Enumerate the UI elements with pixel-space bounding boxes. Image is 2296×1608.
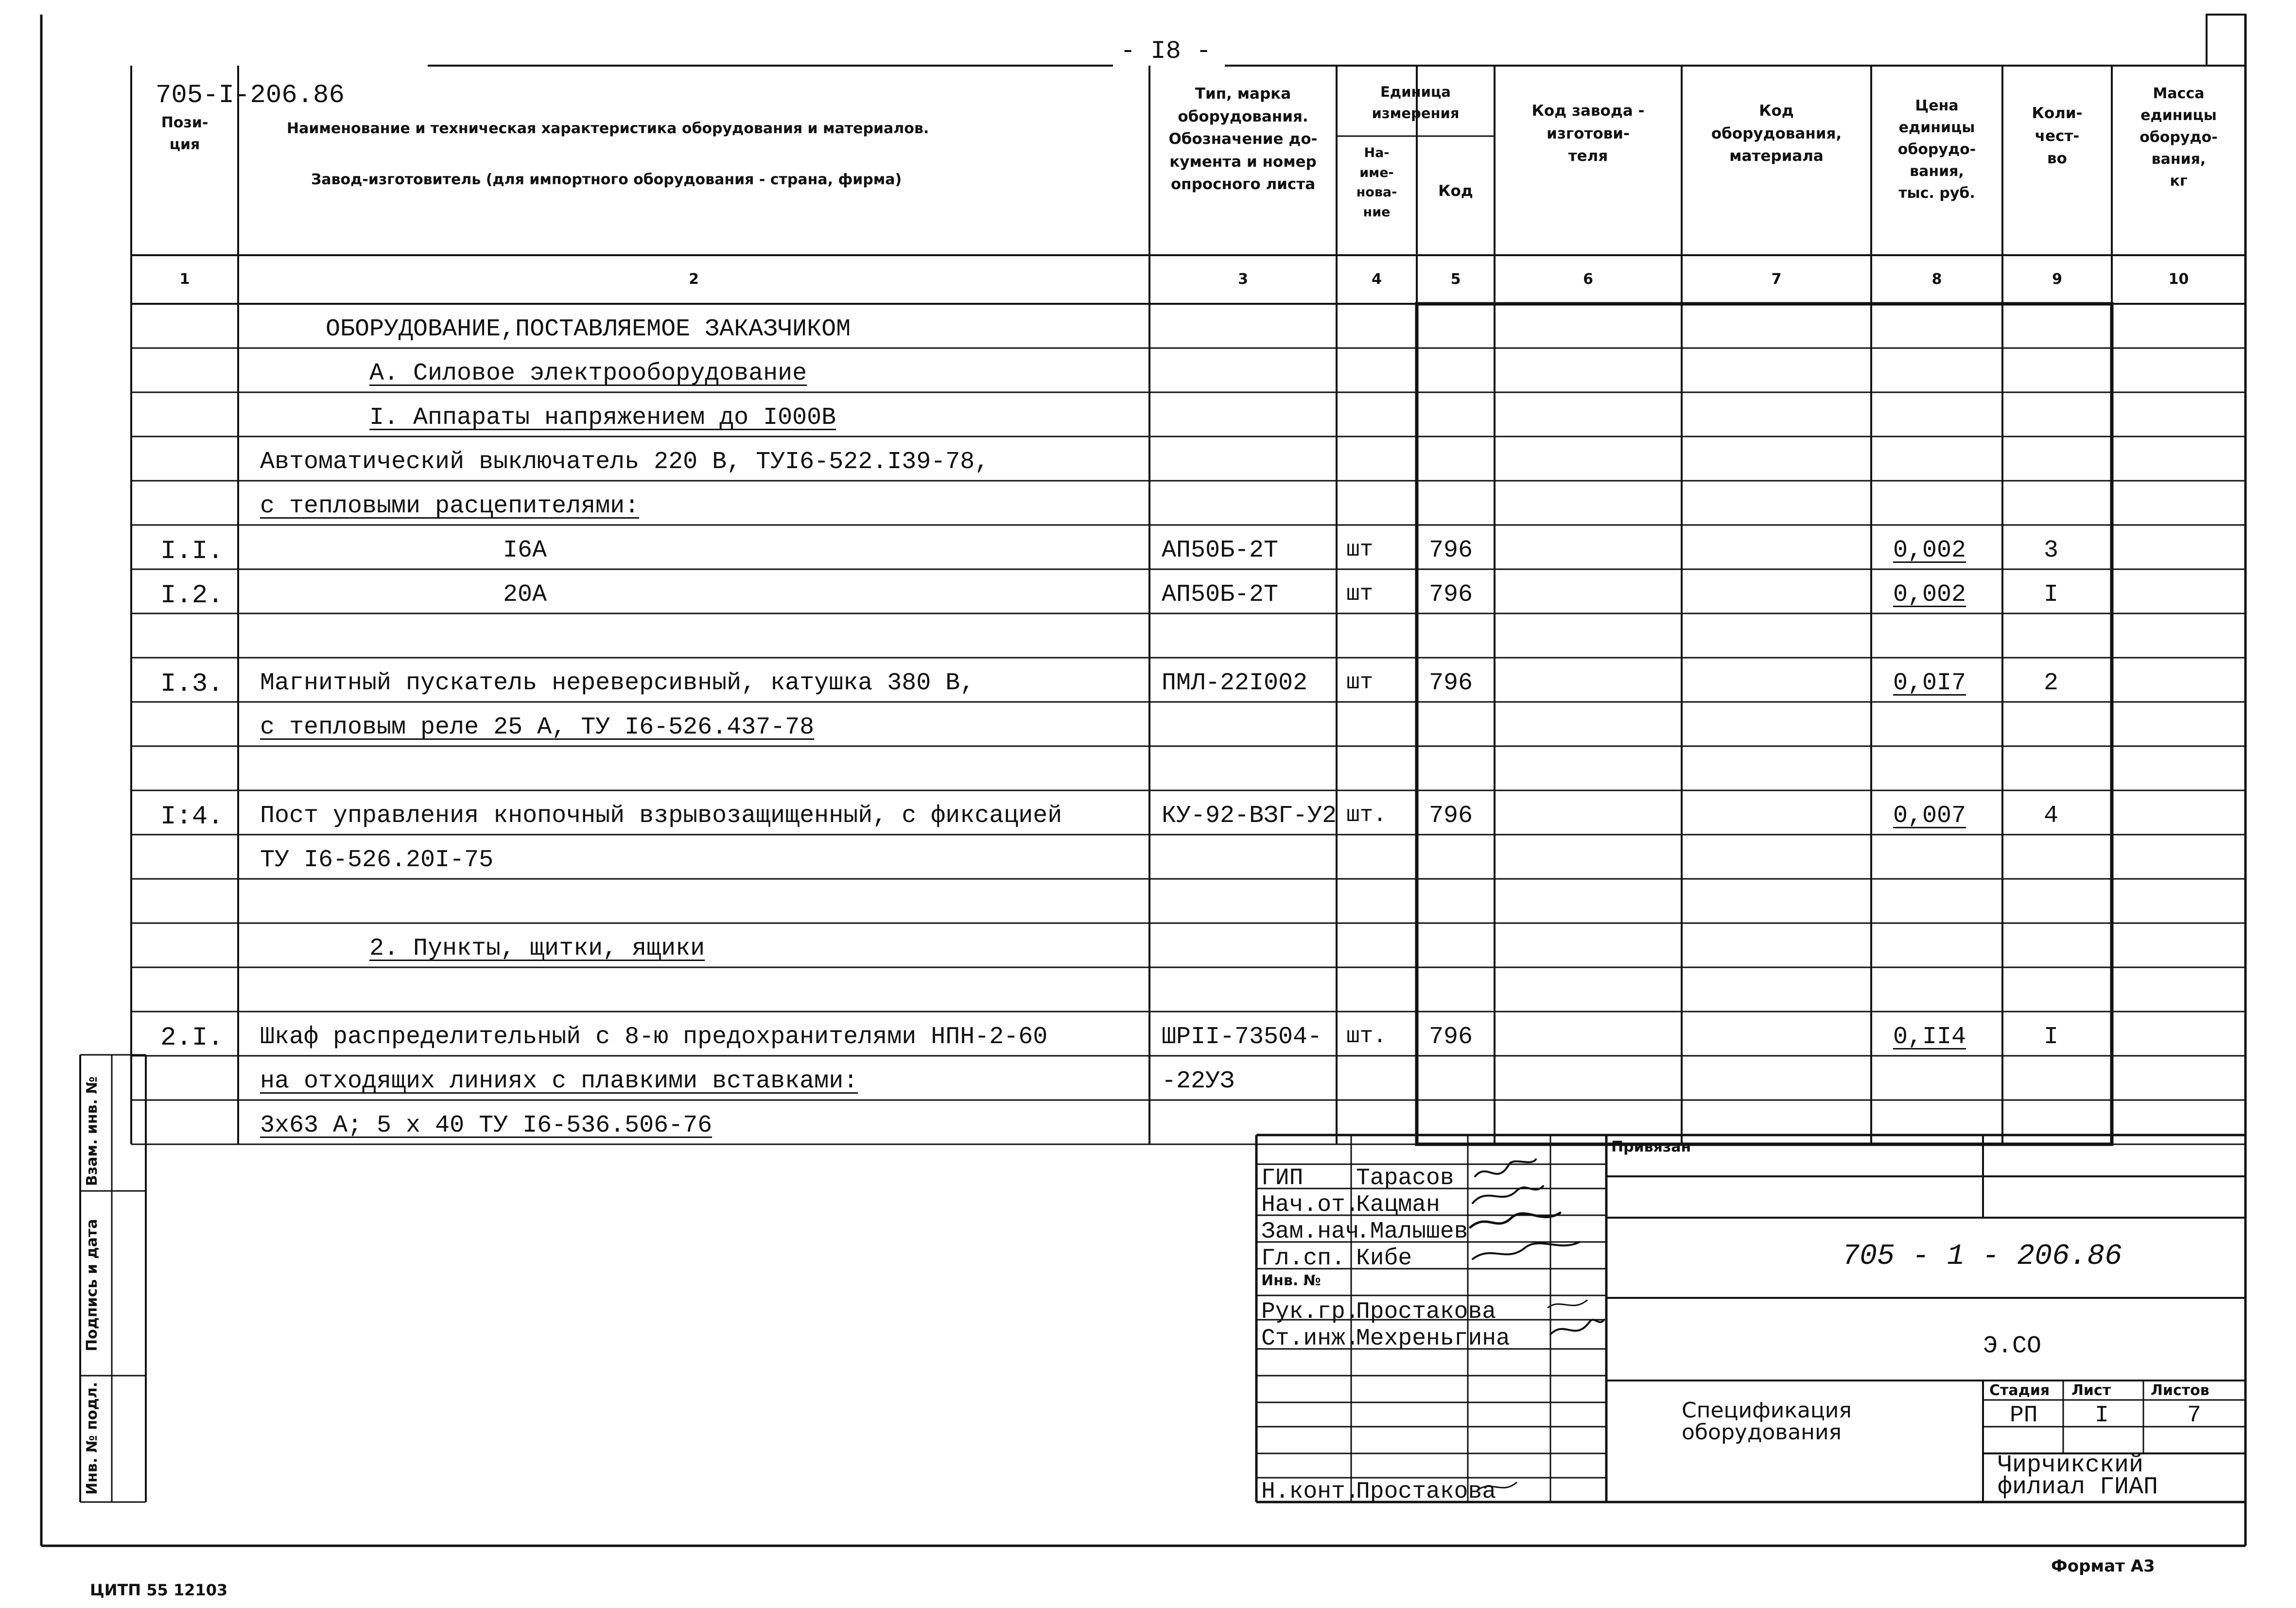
row-qty: 3 — [2044, 537, 2059, 564]
header-maker: Завод-изготовитель (для импортного оборудования - страна, фирма) — [311, 171, 902, 188]
row-position: 2.I. — [160, 1023, 224, 1053]
row-name: Автоматический выключатель 220 В, ТУI6-522.I39-78, — [260, 448, 990, 476]
signer-name: Кибе — [1356, 1245, 1412, 1272]
row-name: с тепловыми расцепителями: — [260, 492, 640, 520]
format-label: Формат А3 — [2051, 1556, 2155, 1576]
signer-name: Кацман — [1356, 1192, 1440, 1218]
signer-name: Простакова — [1356, 1299, 1496, 1325]
row-unit: шт — [1346, 581, 1374, 607]
row-qty: 2 — [2044, 669, 2059, 697]
row-name: 2. Пункты, щитки, ящики — [369, 935, 705, 962]
row-position: I:4. — [160, 802, 224, 832]
sheets-value: 7 — [2187, 1402, 2201, 1429]
title-line: оборудования — [1682, 1420, 1842, 1445]
header-pos: Пози- ция — [161, 114, 209, 153]
stage-label: Стадия — [1989, 1382, 2050, 1399]
row-name: ОБОРУДОВАНИЕ,ПОСТАВЛЯЕМОЕ ЗАКАЗЧИКОМ — [326, 315, 851, 343]
row-name: I. Аппараты напряжением до I000В — [369, 404, 836, 432]
column-number-6: 6 — [1583, 271, 1593, 288]
row-name: Магнитный пускатель нереверсивный, катушка 380 В, — [260, 669, 975, 697]
header-type: Тип, марка оборудования. Обозначение до- кумента и номер опросного листа — [1168, 85, 1318, 193]
sheet-value: I — [2095, 1402, 2109, 1429]
organization-line: филиал ГИАП — [1998, 1473, 2158, 1501]
header-equipment-code: Код оборудования, материала — [1711, 102, 1842, 165]
row-type: ПМЛ-22I002 — [1162, 669, 1308, 697]
row-name: Пост управления кнопочный взрывозащищенный, с фиксацией — [260, 802, 1062, 830]
header-qty: Коли- чест- во — [2032, 105, 2083, 167]
sheet-label: Лист — [2071, 1382, 2111, 1399]
row-type: -22УЗ — [1162, 1067, 1235, 1095]
header-price: Цена единицы оборудо- вания, тыс. руб. — [1897, 97, 1976, 202]
print-mark: ЦИТП 55 12103 — [90, 1581, 228, 1599]
row-type: ШРII-73504- — [1162, 1023, 1322, 1051]
signer-role: Инв. № — [1261, 1272, 1321, 1289]
row-unit: шт — [1346, 537, 1374, 562]
title-doc-code: 705 - 1 - 206.86 — [1842, 1240, 2122, 1273]
row-unit: шт. — [1346, 803, 1387, 828]
row-unit: шт. — [1346, 1024, 1387, 1049]
row-name: 20А — [503, 581, 547, 609]
page-label: - I8 - — [1120, 37, 1212, 66]
header-unit: Единица измерения — [1372, 84, 1460, 122]
header-mass: Масса единицы оборудо- вания, кг — [2139, 85, 2218, 190]
column-number-10: 10 — [2168, 271, 2189, 288]
signer-role: Рук.гр. — [1261, 1299, 1359, 1325]
row-name: на отходящих линиях с плавкими вставками: — [260, 1067, 858, 1095]
side-label-podpis: Подпись и дата — [84, 1219, 101, 1351]
row-unit: шт — [1346, 670, 1374, 695]
row-qty: I — [2044, 581, 2059, 609]
column-number-8: 8 — [1931, 271, 1942, 288]
row-name: с тепловым реле 25 А, ТУ I6-526.437-78 — [260, 714, 815, 741]
norm-control-name: Простакова — [1356, 1479, 1496, 1505]
row-type: КУ-92-ВЗГ-У2 — [1162, 802, 1337, 830]
row-name: I6А — [503, 537, 547, 564]
row-unit-code: 796 — [1429, 537, 1473, 564]
column-number-5: 5 — [1450, 271, 1461, 288]
header-unit-code: Код — [1438, 182, 1473, 200]
signer-name: Мехреньгина — [1356, 1326, 1510, 1352]
signer-role: ГИП — [1261, 1165, 1304, 1191]
row-name: ТУ I6-526.20I-75 — [260, 846, 494, 874]
column-number-7: 7 — [1771, 271, 1782, 288]
row-price: 0,002 — [1893, 537, 1966, 564]
signer-role: Ст.инж. — [1261, 1326, 1359, 1352]
row-qty: I — [2044, 1023, 2059, 1051]
signer-role: Зам.нач — [1261, 1219, 1359, 1245]
side-label-inv: Инв. № подл. — [84, 1381, 101, 1495]
column-number-2: 2 — [689, 271, 699, 288]
row-price: 0,007 — [1893, 802, 1966, 830]
row-unit-code: 796 — [1429, 581, 1473, 609]
header-name: Наименование и техническая характеристика оборудования и материалов. — [287, 120, 929, 137]
row-name: 3х63 А; 5 х 40 ТУ I6-536.506-76 — [260, 1112, 713, 1139]
norm-control-role: Н.конт. — [1261, 1479, 1359, 1505]
header-maker-code: Код завода - изготови- теля — [1531, 102, 1645, 165]
privyazan-label: Привязан — [1611, 1138, 1691, 1155]
row-price: 0,II4 — [1893, 1023, 1966, 1051]
signer-role: Нач.от. — [1261, 1192, 1359, 1218]
row-position: I.2. — [160, 581, 224, 611]
header-unit-name: На- име- нова- ние — [1356, 145, 1397, 220]
side-label-vzam: Взам. инв. № — [84, 1076, 101, 1186]
row-type: АП50Б-2Т — [1162, 581, 1279, 609]
row-unit-code: 796 — [1429, 802, 1473, 830]
document-code: 705-I-206.86 — [156, 81, 345, 110]
signer-role: Гл.сп. — [1261, 1245, 1345, 1272]
row-price: 0,002 — [1893, 581, 1966, 609]
signer-name: .Малышев — [1356, 1219, 1468, 1245]
row-position: I.3. — [160, 669, 224, 699]
stage-value: РП — [2010, 1402, 2038, 1429]
row-price: 0,0I7 — [1893, 669, 1966, 697]
row-unit-code: 796 — [1429, 1023, 1473, 1051]
row-unit-code: 796 — [1429, 669, 1473, 697]
column-number-9: 9 — [2052, 271, 2062, 288]
row-name: А. Силовое электрооборудование — [369, 360, 807, 387]
title-mark: Э.СО — [1983, 1332, 2042, 1360]
organization-line: Чирчикский — [1998, 1451, 2144, 1479]
sheets-label: Листов — [2151, 1382, 2209, 1399]
column-number-1: 1 — [179, 271, 190, 288]
title-line: Спецификация — [1682, 1398, 1852, 1423]
row-type: АП50Б-2Т — [1162, 537, 1279, 564]
row-qty: 4 — [2044, 802, 2059, 830]
column-number-3: 3 — [1238, 271, 1248, 288]
column-number-4: 4 — [1372, 271, 1382, 288]
row-name: Шкаф распределительный с 8-ю предохранителями НПН-2-60 — [260, 1023, 1048, 1051]
signer-name: Тарасов — [1356, 1165, 1454, 1191]
row-position: I.I. — [160, 537, 224, 566]
